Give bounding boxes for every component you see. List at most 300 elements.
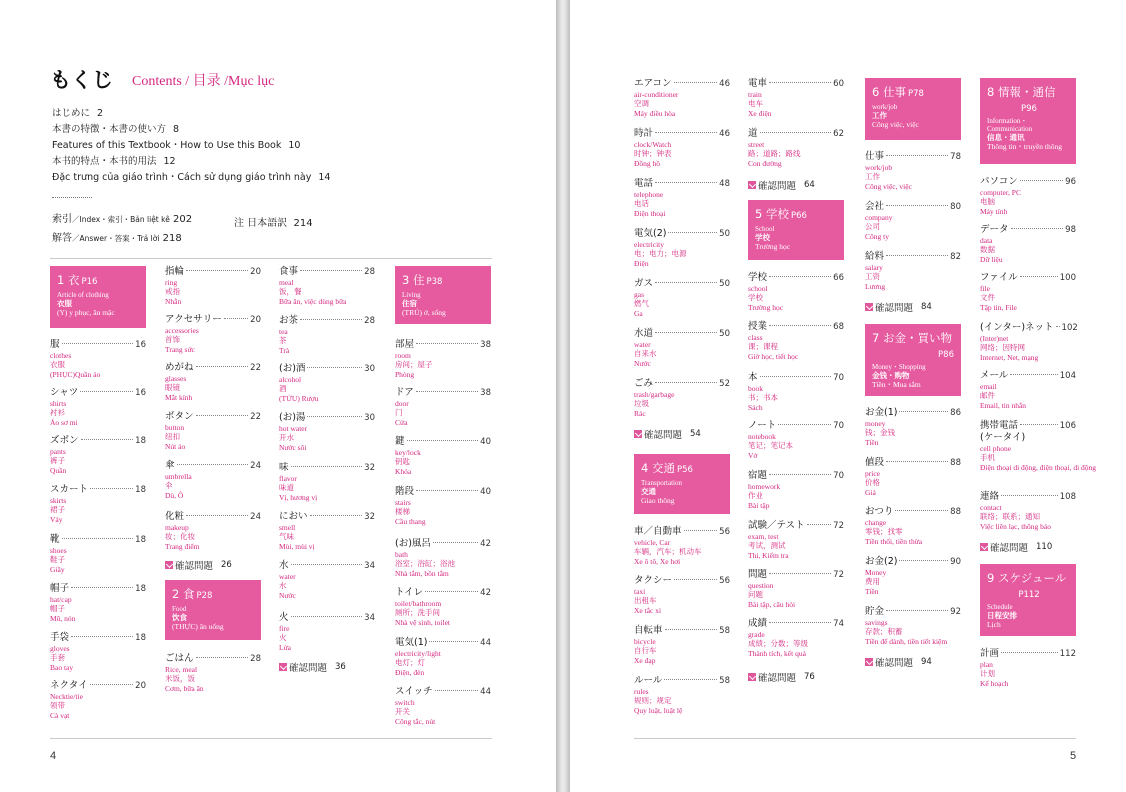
translation-text: Thi, Kiểm tra	[748, 550, 789, 560]
translation-text: 饭，餐	[279, 287, 302, 297]
entry-word: 給料 82	[865, 251, 961, 262]
translation-text: clothes	[50, 351, 72, 360]
translation-text: 路；道路；路线	[748, 149, 801, 159]
translation-text: 作业	[748, 491, 763, 501]
translation-text: Cà vạt	[50, 710, 70, 720]
review-questions-link[interactable]: 確認問題 26	[165, 558, 232, 572]
dot-leader	[769, 622, 831, 623]
translation-text: 味道	[279, 483, 294, 493]
toc-entry[interactable]	[165, 460, 261, 500]
intro-item[interactable]: Đặc trưng của giáo trình・Cách sử dụng giáo trình này 14	[52, 172, 331, 183]
toc-entry[interactable]	[748, 470, 844, 510]
translation-text: exam, test	[748, 532, 779, 541]
toc-entry[interactable]	[748, 272, 844, 312]
toc-entry[interactable]	[165, 411, 261, 451]
translation-text: question	[748, 581, 774, 590]
check-icon	[865, 658, 873, 666]
category-box-food[interactable]: 2 食 P28 Food 饮食 (THỰC) ăn uống	[165, 580, 261, 640]
translation-text: hot water	[279, 424, 308, 433]
entry-word: 携帯電話 106	[980, 420, 1076, 431]
toc-entry[interactable]	[634, 328, 730, 368]
translation-text: Cầu thang	[395, 516, 426, 526]
translation-text: door	[395, 399, 409, 408]
toc-entry[interactable]	[395, 486, 491, 526]
entry-word: 傘 24	[165, 460, 261, 471]
translation-text: Điện thoại	[634, 208, 666, 218]
intro-item[interactable]: 本书的特点・本书的用法 12	[52, 156, 176, 167]
toc-entry[interactable]	[748, 128, 844, 168]
entry-word: ごみ 52	[634, 378, 730, 389]
translation-text: 出租车	[634, 596, 657, 606]
translation-text: (Inter)net	[980, 334, 1009, 343]
dot-leader	[425, 591, 478, 592]
dot-leader	[807, 524, 832, 525]
translation-text: Email, tin nhắn	[980, 400, 1027, 410]
translation-text: 书；书本	[748, 393, 778, 403]
review-questions-link[interactable]: 確認問題 84	[865, 300, 932, 314]
translation-text: Kế hoạch	[980, 678, 1009, 688]
dot-leader	[886, 461, 948, 462]
toc-entry[interactable]	[50, 484, 146, 524]
toc-entry[interactable]	[748, 372, 844, 412]
toc-entry[interactable]	[634, 278, 730, 318]
toc-entry[interactable]	[634, 178, 730, 218]
translation-text: taxi	[634, 587, 646, 596]
toc-entry[interactable]	[634, 575, 730, 615]
translation-text: Mũ, nón	[50, 613, 76, 623]
dot-leader	[310, 515, 363, 516]
dot-leader	[886, 155, 948, 156]
translation-text: key/lock	[395, 448, 421, 457]
toc-entry[interactable]	[980, 370, 1076, 410]
entry-word: 計画 112	[980, 648, 1076, 659]
toc-entry[interactable]	[50, 583, 146, 623]
toc-entry[interactable]	[50, 632, 146, 672]
translation-text: Bữa ăn, việc dùng bữa	[279, 296, 347, 306]
check-icon	[748, 181, 756, 189]
translation-text: gas	[634, 290, 644, 299]
toc-entry[interactable]	[279, 612, 375, 652]
check-icon	[865, 303, 873, 311]
entry-word: スカート 18	[50, 484, 146, 495]
dot-leader	[429, 641, 478, 642]
translation-text: glasses	[165, 374, 187, 383]
translation-text: 妆；化妆	[165, 532, 195, 542]
category-box-living[interactable]: 3 住 P38 Living 住宿 (TRÚ) ở, sống	[395, 266, 491, 324]
dot-leader	[684, 530, 718, 531]
translation-text: Nút áo	[165, 441, 186, 451]
translation-text: water	[279, 572, 296, 581]
toc-entry[interactable]	[980, 224, 1076, 264]
translation-text: 自行车	[634, 646, 657, 656]
translation-text: data	[980, 236, 993, 245]
translation-text: 浴室；浴缸；浴池	[395, 559, 455, 569]
entry-word: 水 34	[279, 560, 375, 571]
translation-text: 钥匙	[395, 457, 410, 467]
translation-text: pants	[50, 447, 66, 456]
translation-text: file	[980, 284, 990, 293]
entry-word: 部屋 38	[395, 339, 491, 350]
toc-entry[interactable]	[748, 420, 844, 460]
translation-text: Phòng	[395, 369, 415, 379]
bottom-rule	[50, 738, 492, 739]
toc-entry[interactable]	[634, 675, 730, 715]
toc-entry[interactable]	[165, 314, 261, 354]
translation-text: Nhẫn	[165, 296, 182, 306]
dot-leader	[778, 424, 831, 425]
translation-text: 文件	[980, 293, 995, 303]
entry-word: データ 98	[980, 224, 1076, 235]
translation-text: 学校	[748, 293, 763, 303]
translation-text: Nước	[634, 358, 651, 368]
translation-text: Đồng hồ	[634, 158, 661, 168]
translation-text: Tiền	[865, 586, 879, 596]
toc-entry[interactable]	[395, 339, 491, 379]
dot-leader	[196, 415, 249, 416]
translation-text: 纽扣	[165, 432, 180, 442]
dot-leader	[1020, 180, 1063, 181]
translation-text: 笔记；笔记本	[748, 441, 793, 451]
translation-text: Giầy	[50, 564, 65, 574]
intro-item[interactable]: 本書の特徴・本書の使い方 8	[52, 124, 180, 135]
dot-leader	[196, 657, 249, 658]
toc-entry[interactable]	[980, 322, 1076, 362]
toc-entry[interactable]	[395, 686, 491, 726]
dot-leader	[655, 132, 717, 133]
toc-entry[interactable]	[865, 251, 961, 291]
translation-text: bath	[395, 550, 408, 559]
translation-text: computer, PC	[980, 188, 1021, 197]
translation-text: Máy tính	[980, 206, 1008, 216]
translation-text: alcohol	[279, 375, 302, 384]
dot-leader	[186, 270, 248, 271]
translation-text: 戒指	[165, 287, 180, 297]
toc-entry[interactable]	[395, 587, 491, 627]
toc-entry[interactable]	[748, 520, 844, 560]
translation-text: 开关	[395, 707, 410, 717]
index-item[interactable]: 解答／Answer・答案・Trả lời 218	[52, 233, 182, 244]
toc-entry[interactable]	[865, 606, 961, 646]
translation-text: 工资	[865, 272, 880, 282]
translation-text: smell	[279, 523, 296, 532]
toc-entry[interactable]	[165, 362, 261, 402]
translation-text: 门	[395, 408, 403, 418]
entry-word: 帽子 18	[50, 583, 146, 594]
toc-entry[interactable]	[395, 637, 491, 677]
entry-word: 時計 46	[634, 128, 730, 139]
toc-entry[interactable]	[395, 538, 491, 578]
entry-word: ドア 38	[395, 387, 491, 398]
category-box-school[interactable]: 5 学校 P66 School 学校 Trường học	[748, 200, 844, 260]
translation-text: Điện thoại di động, điện thoại, di động	[980, 462, 1097, 472]
category-box-schedule[interactable]: 9 スケジュール P112 Schedule 日程安排 Lịch	[980, 564, 1076, 636]
translation-text: 公司	[865, 222, 880, 232]
entry-word: 授業 68	[748, 321, 844, 332]
translation-text: 存款；积蓄	[865, 627, 903, 637]
dot-leader	[668, 232, 717, 233]
entry-word: アクセサリー 20	[165, 314, 261, 325]
toc-entry[interactable]	[748, 321, 844, 361]
translation-text: skirts	[50, 496, 67, 505]
translation-text: 水	[279, 581, 287, 591]
toc-entry[interactable]	[279, 412, 375, 452]
translation-text: Rác	[634, 408, 646, 418]
category-box-money-shopping[interactable]: 7 お金・買い物 P86 Money・Shopping 金钱・购物 Tiền・Mua sắm	[865, 324, 961, 396]
toc-entry[interactable]	[865, 457, 961, 497]
translation-text: (TỬU) Rượu	[279, 393, 319, 403]
category-box-information[interactable]: 8 情報・通信 P96 Information・Communication 信息・通讯 Thông tin・truyền thông	[980, 78, 1076, 164]
translation-text: Xe đạp	[634, 655, 656, 665]
translation-text: 火	[279, 633, 287, 643]
dot-leader	[655, 182, 717, 183]
translation-text: Xe ô tô, Xe hơi	[634, 556, 681, 566]
toc-entry[interactable]	[865, 407, 961, 447]
toc-entry[interactable]	[748, 569, 844, 609]
translation-text: meal	[279, 278, 294, 287]
toc-entry[interactable]	[50, 534, 146, 574]
translation-text: 电；电力；电源	[634, 249, 687, 259]
translation-text: Rice, meal	[165, 665, 198, 674]
check-icon	[279, 663, 287, 671]
dot-leader	[291, 616, 363, 617]
intro-item[interactable]: はじめに 2	[52, 108, 104, 119]
translation-text: fire	[279, 624, 290, 633]
dot-leader	[655, 382, 717, 383]
entry-word: 服 16	[50, 339, 146, 350]
translation-text: Necktie/tie	[50, 692, 83, 701]
index-item[interactable]: 索引／Index・索引・Bản liệt kê 202	[52, 214, 193, 225]
toc-entry[interactable]	[634, 526, 730, 566]
translation-text: Mùi, mùi vị	[279, 541, 315, 551]
translation-text: 楼梯	[395, 507, 410, 517]
dot-leader	[1056, 326, 1060, 327]
translation-text: 伞	[165, 481, 173, 491]
dot-leader	[1020, 424, 1058, 425]
translation-text: notebook	[748, 432, 776, 441]
toc-entry[interactable]	[395, 387, 491, 427]
translation-text: work/job	[865, 163, 893, 172]
entry-word: 電気(2) 50	[634, 228, 730, 239]
translation-text: Công tắc, nút	[395, 716, 436, 726]
translation-text: Trang điểm	[165, 541, 200, 551]
toc-entry[interactable]	[865, 506, 961, 546]
entry-word: 仕事 78	[865, 151, 961, 162]
entry-word: 本 70	[748, 372, 844, 383]
translation-text: Bài tập, câu hỏi	[748, 599, 796, 609]
translation-text: tea	[279, 327, 288, 336]
dot-leader	[760, 376, 832, 377]
toc-entry[interactable]	[395, 436, 491, 476]
translation-text: 电话	[634, 199, 649, 209]
translation-text: Xe tắc xi	[634, 605, 662, 615]
toc-entry[interactable]	[279, 266, 375, 306]
translation-text: Trường học	[748, 302, 784, 312]
entry-word: ノート 70	[748, 420, 844, 431]
dot-leader	[416, 391, 478, 392]
toc-entry[interactable]	[165, 653, 261, 693]
right-page	[570, 0, 1126, 792]
translation-text: 空调	[634, 99, 649, 109]
translation-text: price	[865, 469, 880, 478]
translation-text: stairs	[395, 498, 411, 507]
review-questions-link[interactable]: 確認問題 94	[865, 655, 932, 669]
translation-note[interactable]: 注 日本語訳 214	[234, 218, 313, 229]
entry-word: エアコン 46	[634, 78, 730, 89]
translation-text: 零钱；找零	[865, 527, 903, 537]
translation-text: 费用	[865, 577, 880, 587]
toc-entry[interactable]	[279, 560, 375, 600]
translation-text: hat/cap	[50, 595, 72, 604]
dot-leader	[80, 391, 133, 392]
page-number: 5	[1070, 750, 1077, 762]
toc-entry[interactable]	[980, 648, 1076, 688]
dot-leader	[1001, 652, 1058, 653]
translation-text: flavor	[279, 474, 297, 483]
toc-entry[interactable]	[634, 228, 730, 268]
toc-entry[interactable]	[50, 680, 146, 720]
translation-text: Ga	[634, 308, 643, 318]
entry-word: ガス 50	[634, 278, 730, 289]
translation-text: 厕所；洗手间	[395, 608, 440, 618]
toc-entry[interactable]	[634, 625, 730, 665]
review-questions-link[interactable]: 確認問題 54	[634, 427, 701, 441]
entry-word: 化粧 24	[165, 511, 261, 522]
translation-text: Nước sôi	[279, 442, 307, 452]
toc-entry[interactable]	[279, 315, 375, 355]
entry-word: シャツ 16	[50, 387, 146, 398]
dot-leader	[886, 255, 948, 256]
translation-text: 电车	[748, 99, 763, 109]
translation-text: Money	[865, 568, 887, 577]
toc-entry[interactable]	[865, 201, 961, 241]
translation-text: Dù, Ô	[165, 490, 184, 500]
translation-text: shoes	[50, 546, 67, 555]
dot-leader	[1020, 276, 1058, 277]
dot-leader	[186, 515, 248, 516]
category-box-work[interactable]: 6 仕事 P78 work/job 工作 Công việc, việc	[865, 78, 961, 140]
toc-entry[interactable]	[279, 511, 375, 551]
entry-word: めがね 22	[165, 362, 261, 373]
toc-entry[interactable]	[980, 491, 1076, 531]
check-icon	[980, 543, 988, 551]
dot-leader	[1010, 374, 1057, 375]
toc-entry[interactable]	[165, 266, 261, 306]
dot-leader	[886, 205, 948, 206]
toc-entry[interactable]	[865, 151, 961, 191]
toc-entry[interactable]	[50, 387, 146, 427]
translation-text: 规则；规定	[634, 696, 672, 706]
toc-entry[interactable]	[634, 378, 730, 418]
translation-text: 邮件	[980, 391, 995, 401]
toc-entry[interactable]	[865, 556, 961, 596]
translation-text: savings	[865, 618, 888, 627]
translation-text: ring	[165, 278, 178, 287]
entry-word: 電話 48	[634, 178, 730, 189]
toc-entry[interactable]	[980, 272, 1076, 312]
entry-word: 指輪 20	[165, 266, 261, 277]
translation-text: 领带	[50, 701, 65, 711]
translation-text: 开水	[279, 433, 294, 443]
intro-item[interactable]: Features of this Textbook・How to Use this Book 10	[52, 140, 301, 151]
translation-text: Lửa	[279, 642, 291, 652]
entry-word: 階段 40	[395, 486, 491, 497]
dot-leader	[307, 416, 362, 417]
translation-text: 成绩；分数；等级	[748, 639, 808, 649]
toc-entry[interactable]	[50, 435, 146, 475]
translation-text: shirts	[50, 399, 67, 408]
entry-word: 試験／テスト 72	[748, 520, 844, 531]
page-number: 4	[50, 750, 57, 762]
dot-leader	[655, 332, 717, 333]
category-box-clothing[interactable]: 1 衣 P16 Article of clothing 衣服 (Y) y phục, ăn mặc	[50, 266, 146, 328]
translation-text: Sách	[748, 402, 763, 412]
toc-entry[interactable]	[279, 462, 375, 502]
toc-entry[interactable]	[279, 363, 375, 403]
toc-entry[interactable]	[165, 511, 261, 551]
entry-word: お茶 28	[279, 315, 375, 326]
entry-word: 成績 74	[748, 618, 844, 629]
review-questions-link[interactable]: 確認問題 64	[748, 178, 815, 192]
entry-word: 味 32	[279, 462, 375, 473]
translation-text: 计划	[980, 669, 995, 679]
category-box-transportation[interactable]: 4 交通 P56 Transportation 交通 Giao thông	[634, 454, 730, 514]
translation-text: Máy điều hòa	[634, 108, 676, 118]
page-subtitle: Contents / 目录 /Mục lục	[132, 74, 275, 89]
translation-text: 燃气	[634, 299, 649, 309]
translation-text: Xe điện	[748, 108, 772, 118]
dot-leader	[674, 82, 718, 83]
translation-text: 手套	[50, 653, 65, 663]
translation-text: 网络；因特网	[980, 343, 1025, 353]
translation-text: Tập tin, File	[980, 302, 1017, 312]
toc-entry[interactable]	[634, 78, 730, 118]
review-questions-link[interactable]: 確認問題 76	[748, 670, 815, 684]
toc-entry[interactable]	[748, 618, 844, 658]
translation-text: electricity	[634, 240, 664, 249]
entry-word: 火 34	[279, 612, 375, 623]
review-questions-link[interactable]: 確認問題 36	[279, 660, 346, 674]
entry-word: お金(2) 90	[865, 556, 961, 567]
toc-entry[interactable]	[980, 176, 1076, 216]
toc-entry[interactable]	[634, 128, 730, 168]
left-page	[0, 0, 556, 792]
dotted-divider	[52, 197, 92, 198]
toc-entry[interactable]	[980, 420, 1097, 472]
dot-leader	[655, 282, 717, 283]
review-questions-link[interactable]: 確認問題 110	[980, 540, 1052, 554]
translation-text: bicycle	[634, 637, 656, 646]
translation-text: Con đường	[748, 158, 782, 168]
translation-text: Tiền	[865, 437, 879, 447]
translation-text: 鞋子	[50, 555, 65, 565]
translation-text: air-conditioner	[634, 90, 679, 99]
translation-text: Quần	[50, 465, 67, 475]
translation-text: Trang sức	[165, 344, 195, 354]
translation-text: 车辆，汽车；机动车	[634, 547, 702, 557]
bottom-rule	[634, 738, 1076, 739]
dot-leader	[1011, 228, 1064, 229]
translation-text: Tiền thối, tiền thừa	[865, 536, 923, 546]
translation-text: Internet, Net, mạng	[980, 352, 1039, 362]
entry-word: 自転車 58	[634, 625, 730, 636]
entry-word: (お)湯 30	[279, 412, 375, 423]
toc-entry[interactable]	[50, 339, 146, 379]
toc-entry[interactable]	[748, 78, 844, 118]
dot-leader	[71, 587, 133, 588]
translation-text: street	[748, 140, 765, 149]
translation-text: room	[395, 351, 411, 360]
translation-text: 时钟；钟表	[634, 149, 672, 159]
